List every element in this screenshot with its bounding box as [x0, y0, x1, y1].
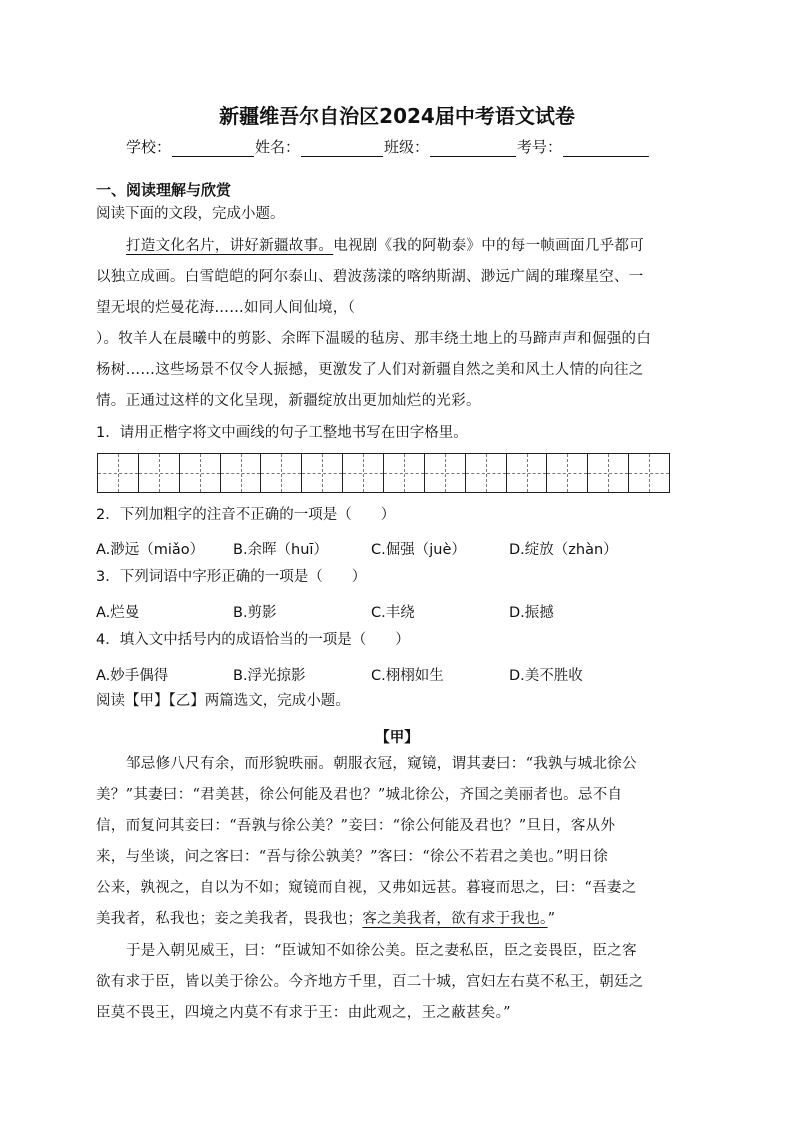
passage-line-4: ）。牧羊人在晨曦中的剪影、余晖下温暖的毡房、那丰绕土地上的马蹄声声和倔强的白 [96, 331, 652, 347]
question-1: 1．请用正楷字将文中画线的句子工整地书写在田字格里。 [96, 425, 468, 441]
name-blank[interactable] [301, 142, 383, 157]
name-label: 姓名： [255, 138, 301, 156]
student-info-line [126, 136, 650, 157]
jia-underlined-sentence: 客之美我者，欲有求于我也。 [362, 911, 548, 927]
grid-cell[interactable] [139, 454, 180, 492]
grid-cell[interactable] [98, 454, 139, 492]
q4-option-b[interactable]: B.浮光掠影 [233, 668, 306, 684]
jia-line-5: 公来，孰视之，自以为不如；窥镜而自视，又弗如远甚。暮寝而思之，曰：“吾妻之 [96, 880, 637, 896]
number-blank[interactable] [563, 142, 649, 157]
q4-option-d[interactable]: D.美不胜收 [509, 668, 583, 684]
passage-line-2: 以独立成画。白雪皑皑的阿尔泰山、碧波荡漾的喀纳斯湖、渺远广阔的璀璨星空、一 [96, 269, 644, 285]
jia-line-7: 于是入朝见威王，曰：“臣诚知不如徐公美。臣之妻私臣，臣之妾畏臣，臣之客 [126, 943, 637, 959]
question-4: 4．填入文中括号内的成语恰当的一项是（ ） [96, 632, 410, 648]
grid-cell[interactable] [507, 454, 548, 492]
q2-option-b[interactable]: B.余晖（huī） [233, 542, 328, 558]
jia-line-9: 臣莫不畏王，四境之内莫不有求于王：由此观之，王之蔽甚矣。” [96, 1005, 511, 1021]
class-label: 班级： [384, 138, 430, 156]
grid-cell[interactable] [466, 454, 507, 492]
grid-cell[interactable] [180, 454, 221, 492]
grid-cell[interactable] [588, 454, 629, 492]
underlined-sentence: 打造文化名片，讲好新疆故事。 [126, 238, 334, 254]
jia-line-2: 美？”其妻曰：“君美甚，徐公何能及君也？”城北徐公，齐国之美丽者也。忌不自 [96, 787, 623, 803]
jia-line-6-end: ” [547, 911, 556, 927]
grid-cell[interactable] [221, 454, 262, 492]
passage-text: 电视剧《我的阿勒泰》中的每一帧画面几乎都可 [333, 238, 645, 254]
reading-intro-2: 阅读【甲】【乙】两篇选文，完成小题。 [96, 693, 350, 709]
jia-line-6 [96, 912, 555, 927]
jia-line-4: 来，与坐谈，问之客曰：“吾与徐公孰美？”客曰：“徐公不若君之美也。”明日徐 [96, 849, 608, 865]
jia-line-6-text: 美我者，私我也；妾之美我者，畏我也； [96, 911, 363, 927]
grid-cell[interactable] [629, 454, 669, 492]
exam-title: 新疆维吾尔自治区2024届中考语文试卷 [219, 104, 575, 128]
passage-line-1 [126, 239, 644, 254]
grid-cell[interactable] [384, 454, 425, 492]
q3-option-d[interactable]: D.振撼 [509, 605, 554, 621]
passage-line-6: 情。正通过这样的文化呈现，新疆绽放出更加灿烂的光彩。 [96, 393, 481, 409]
q2-option-d[interactable]: D.绽放（zhàn） [509, 542, 618, 558]
jia-label: 【甲】 [375, 729, 419, 746]
jia-line-3: 信，而复问其妾曰：“吾孰与徐公美？”妾曰：“徐公何能及君也？”旦日，客从外 [96, 818, 616, 834]
q3-option-c[interactable]: C.丰绕 [371, 605, 415, 621]
q3-option-b[interactable]: B.剪影 [233, 605, 277, 621]
school-label: 学校： [126, 138, 172, 156]
school-blank[interactable] [172, 142, 254, 157]
number-label: 考号： [517, 138, 563, 156]
q2-option-c[interactable]: C.倔强（juè） [371, 542, 466, 558]
jia-line-8: 欲有求于臣，皆以美于徐公。今齐地方千里，百二十城，宫妇左右莫不私王，朝廷之 [96, 974, 644, 990]
q2-option-a[interactable]: A.渺远（miǎo） [96, 542, 205, 558]
section-heading: 一、阅读理解与欣赏 [96, 181, 232, 199]
q4-option-c[interactable]: C.栩栩如生 [371, 668, 444, 684]
question-2: 2．下列加粗字的注音不正确的一项是（ ） [96, 507, 396, 523]
tian-zi-ge-grid[interactable] [97, 453, 670, 493]
passage-line-3: 望无垠的烂曼花海……如同人间仙境，（ [96, 300, 356, 316]
grid-cell[interactable] [343, 454, 384, 492]
passage-line-5: 杨树……这些场景不仅令人振撼，更激发了人们对新疆自然之美和风土人情的向往之 [96, 362, 644, 378]
question-3: 3．下列词语中字形正确的一项是（ ） [96, 569, 367, 585]
q4-option-a[interactable]: A.妙手偶得 [96, 668, 169, 684]
section-intro: 阅读下面的文段，完成小题。 [96, 206, 285, 222]
grid-cell[interactable] [261, 454, 302, 492]
grid-cell[interactable] [302, 454, 343, 492]
grid-cell[interactable] [425, 454, 466, 492]
grid-cell[interactable] [547, 454, 588, 492]
jia-line-1: 邹忌修八尺有余，而形貌昳丽。朝服衣冠，窥镜，谓其妻曰：“我孰与城北徐公 [126, 756, 637, 772]
q3-option-a[interactable]: A.烂曼 [96, 605, 140, 621]
class-blank[interactable] [430, 142, 516, 157]
